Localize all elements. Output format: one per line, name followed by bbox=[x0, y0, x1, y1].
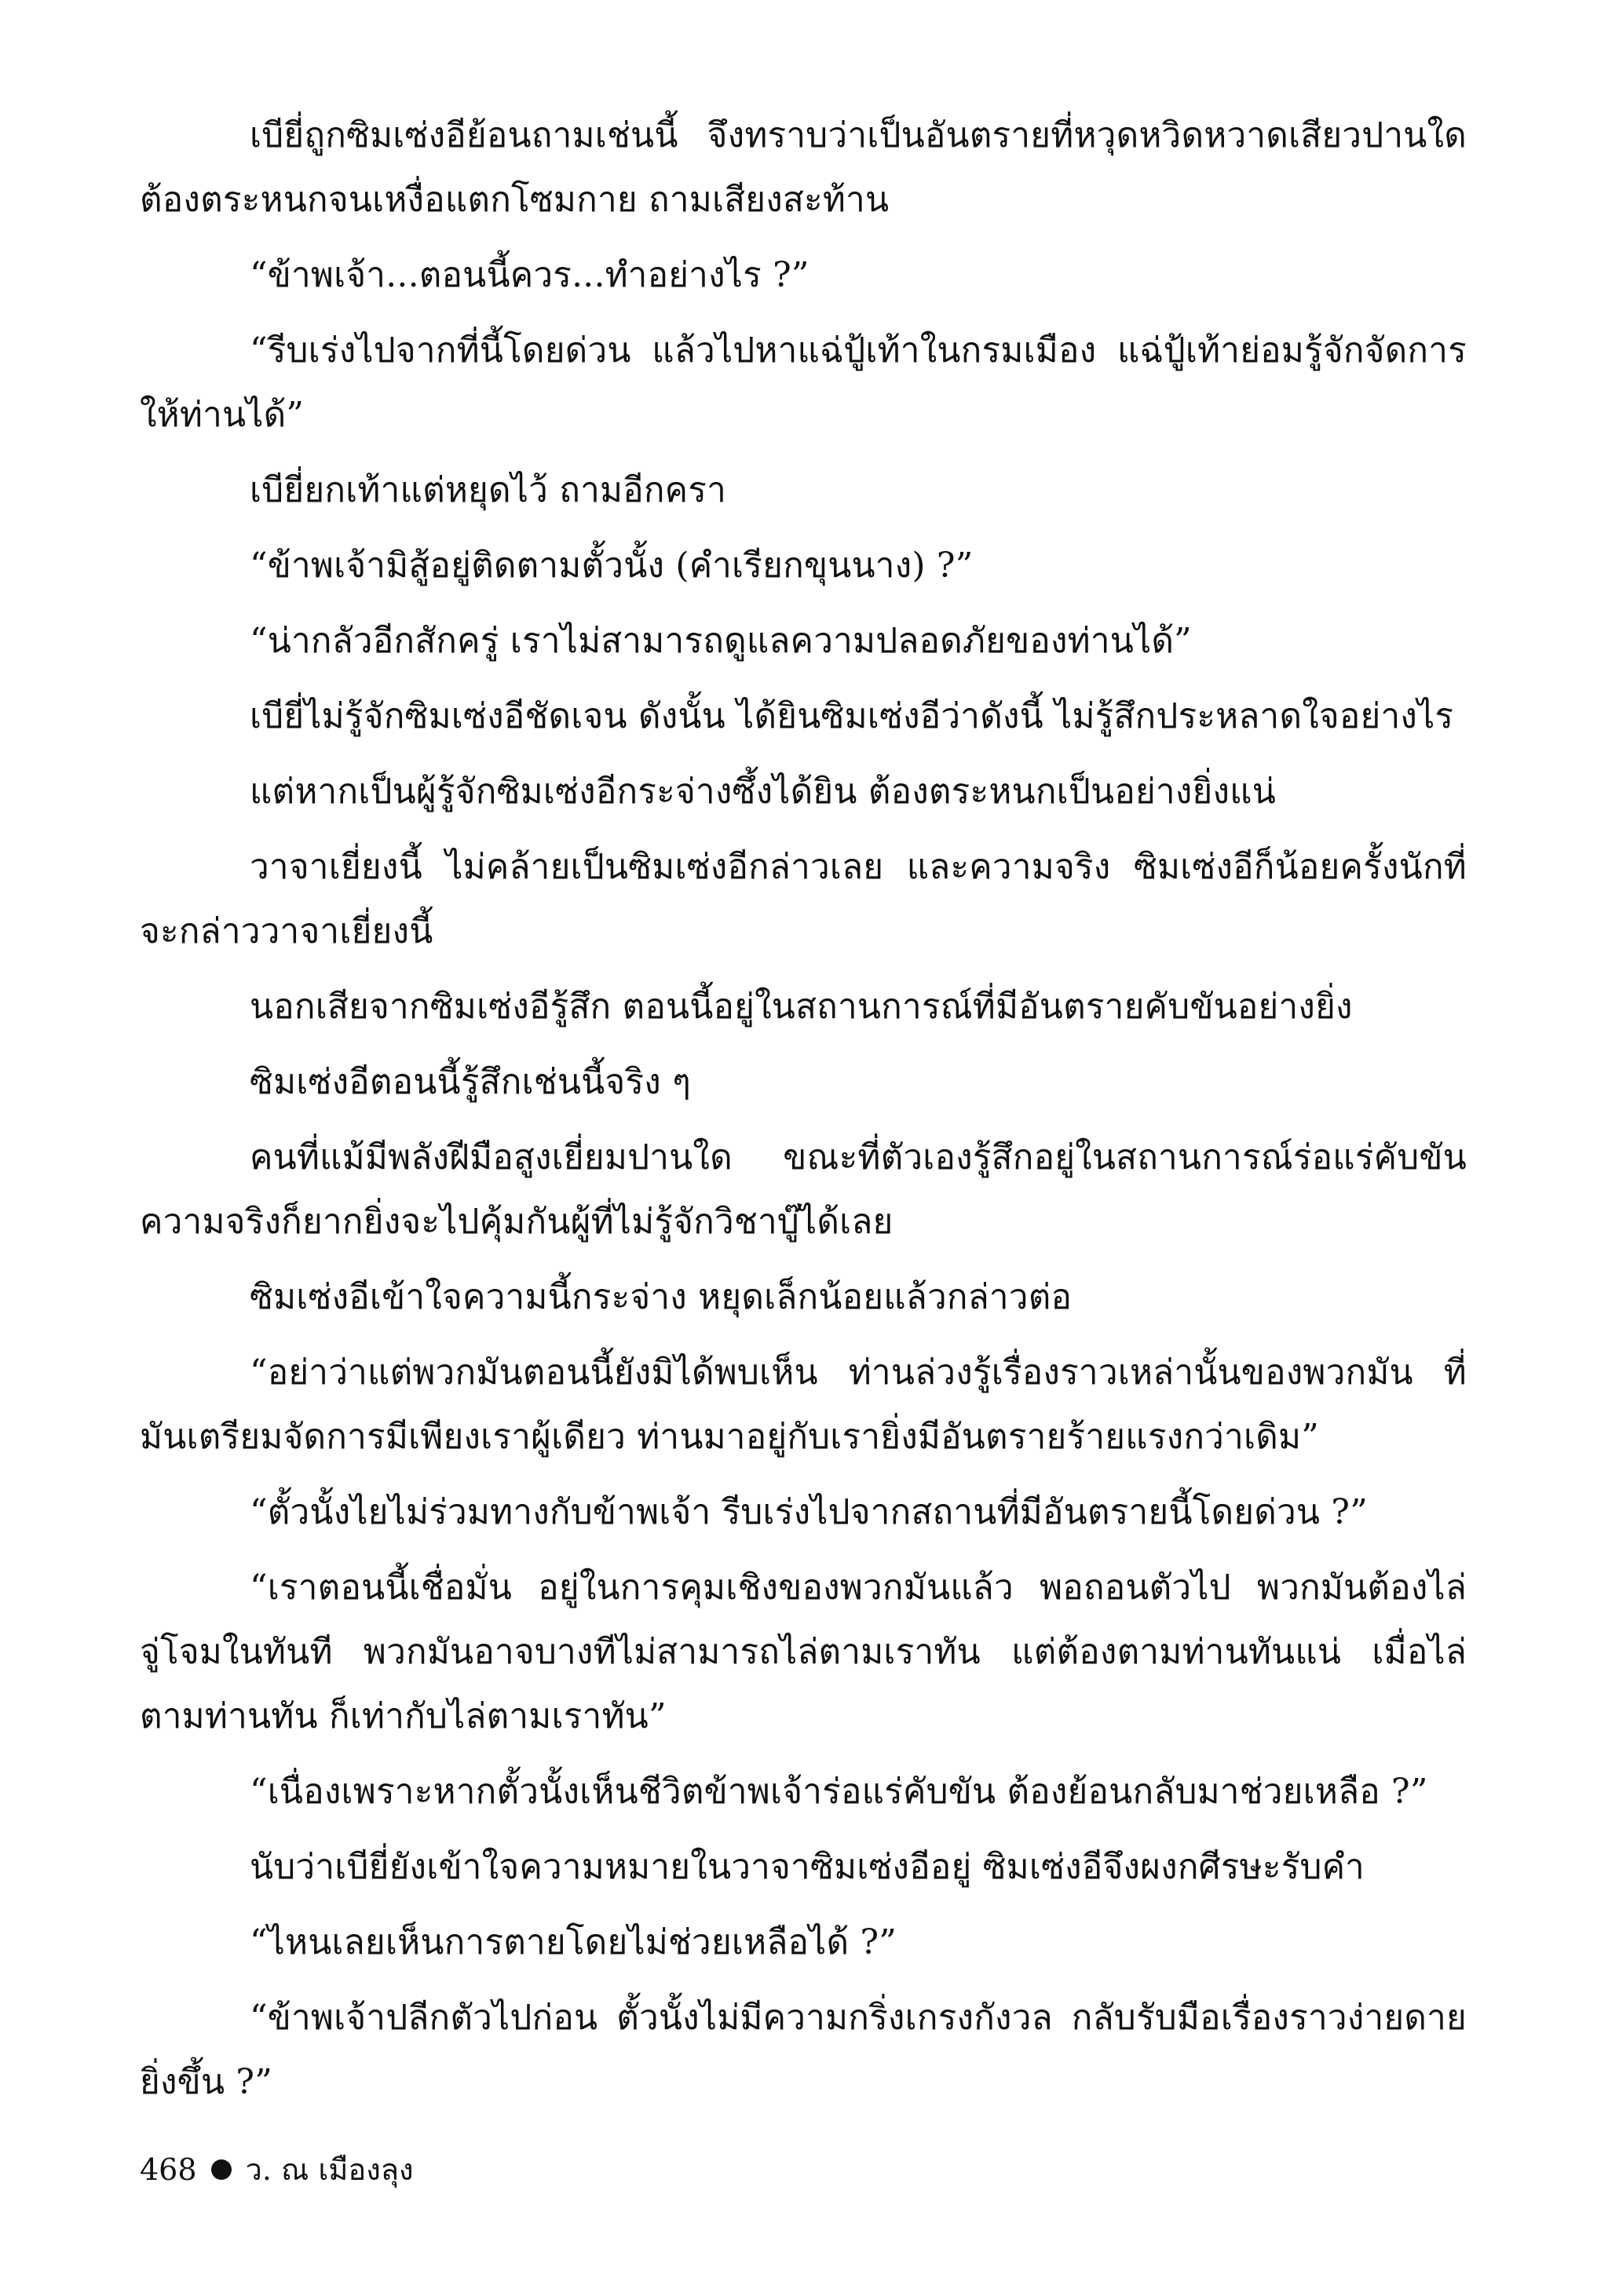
paragraph-6: “น่ากลัวอีกสักครู่ เราไม่สามารถดูแลความปลอดภัยของท่านได้” bbox=[250, 621, 1192, 661]
paragraph-15: “ตั้วนั้งไยไม่ร่วมทางกับข้าพเจ้า รีบเร่งไปจากสถานที่มีอันตรายนี้โดยด่วน ?” bbox=[250, 1492, 1368, 1532]
bullet-icon bbox=[211, 2159, 232, 2180]
paragraph-8: แต่หากเป็นผู้รู้จักซิมเซ่งอีกระจ่างซึ้งได้ยิน ต้องตระหนกเป็นอย่างยิ่งแน่ bbox=[250, 772, 1277, 812]
paragraph-4: เบียี่ยกเท้าแต่หยุดไว้ ถามอีกครา bbox=[250, 470, 727, 510]
paragraph-5: “ข้าพเจ้ามิสู้อยู่ติดตามตั้วนั้ง (คำเรียกขุนนาง) ?” bbox=[250, 546, 974, 586]
paragraph-16: “เราตอนนี้เชื่อมั่น อยู่ในการคุมเชิงของพวกมันแล้ว พอถอนตัวไป พวกมันต้องไล่จู่โจมในทันที พวกมันอาจบางทีไม่สามารถไล่ตามเราทัน แต่ต้องตามท่านทันแน่ เมื่อไล่ตามท่านทัน ก็เท่ากับไล่ตามเราทัน” bbox=[140, 1568, 1467, 1736]
paragraph-3: “รีบเร่งไปจากที่นี้โดยด่วน แล้วไปหาแฉ่ปู้เท้าในกรมเมือง แฉ่ปู้เท้าย่อมรู้จักจัดการให้ท่านได้” bbox=[140, 330, 1467, 435]
paragraph-13: ซิมเซ่งอีเข้าใจความนี้กระจ่าง หยุดเล็กน้อยแล้วกล่าวต่อ bbox=[250, 1277, 1073, 1317]
paragraph-19: “ไหนเลยเห็นการตายโดยไม่ช่วยเหลือได้ ?” bbox=[250, 1922, 897, 1962]
paragraph-9: วาจาเยี่ยงนี้ ไม่คล้ายเป็นซิมเซ่งอีกล่าวเลย และความจริง ซิมเซ่งอีก็น้อยครั้งนักที่จะกล่าววาจาเยี่ยงนี้ bbox=[140, 847, 1467, 951]
paragraph-17: “เนื่องเพราะหากตั้วนั้งเห็นชีวิตข้าพเจ้าร่อแร่คับขัน ต้องย้อนกลับมาช่วยเหลือ ?” bbox=[250, 1772, 1428, 1812]
paragraph-11: ซิมเซ่งอีตอนนี้รู้สึกเช่นนี้จริง ๆ bbox=[250, 1062, 691, 1102]
paragraph-18: นับว่าเบียี่ยังเข้าใจความหมายในวาจาซิมเซ่งอีอยู่ ซิมเซ่งอีจึงผงกศีรษะรับคำ bbox=[250, 1847, 1365, 1887]
paragraph-7: เบียี่ไม่รู้จักซิมเซ่งอีชัดเจน ดังนั้น ได้ยินซิมเซ่งอีว่าดังนี้ ไม่รู้สึกประหลาดใจอย่างไร bbox=[250, 696, 1454, 736]
paragraph-20: “ข้าพเจ้าปลีกตัวไปก่อน ตั้วนั้งไม่มีความกริ่งเกรงกังวล กลับรับมือเรื่องราวง่ายดายยิ่งขึ้น ?” bbox=[140, 1998, 1467, 2102]
paragraph-2: “ข้าพเจ้า...ตอนนี้ควร...ทำอย่างไร ?” bbox=[250, 255, 809, 295]
page-footer bbox=[140, 2146, 414, 2193]
paragraph-14: “อย่าว่าแต่พวกมันตอนนี้ยังมิได้พบเห็น ท่านล่วงรู้เรื่องราวเหล่านั้นของพวกมัน ที่มันเตรียมจัดการมีเพียงเราผู้เดียว ท่านมาอยู่กับเรายิ่งมีอันตรายร้ายแรงกว่าเดิม” bbox=[140, 1352, 1467, 1457]
body-text bbox=[140, 104, 1467, 2126]
author-name: ว. ณ เมืองลุง bbox=[245, 2152, 414, 2187]
paragraph-1: เบียี่ถูกซิมเซ่งอีย้อนถามเช่นนี้ จึงทราบว่าเป็นอันตรายที่หวุดหวิดหวาดเสียวปานใด ต้องตระหนกจนเหงื่อแตกโซมกาย ถามเสียงสะท้าน bbox=[140, 115, 1467, 220]
page-number: 468 bbox=[140, 2152, 197, 2187]
paragraph-10: นอกเสียจากซิมเซ่งอีรู้สึก ตอนนี้อยู่ในสถานการณ์ที่มีอันตรายคับขันอย่างยิ่ง bbox=[250, 987, 1353, 1027]
paragraph-12: คนที่แม้มีพลังฝีมือสูงเยี่ยมปานใด ขณะที่ตัวเองรู้สึกอยู่ในสถานการณ์ร่อแร่คับขัน ความจริงก็ยากยิ่งจะไปคุ้มกันผู้ที่ไม่รู้จักวิชาบู๊ได้เลย bbox=[140, 1137, 1467, 1242]
